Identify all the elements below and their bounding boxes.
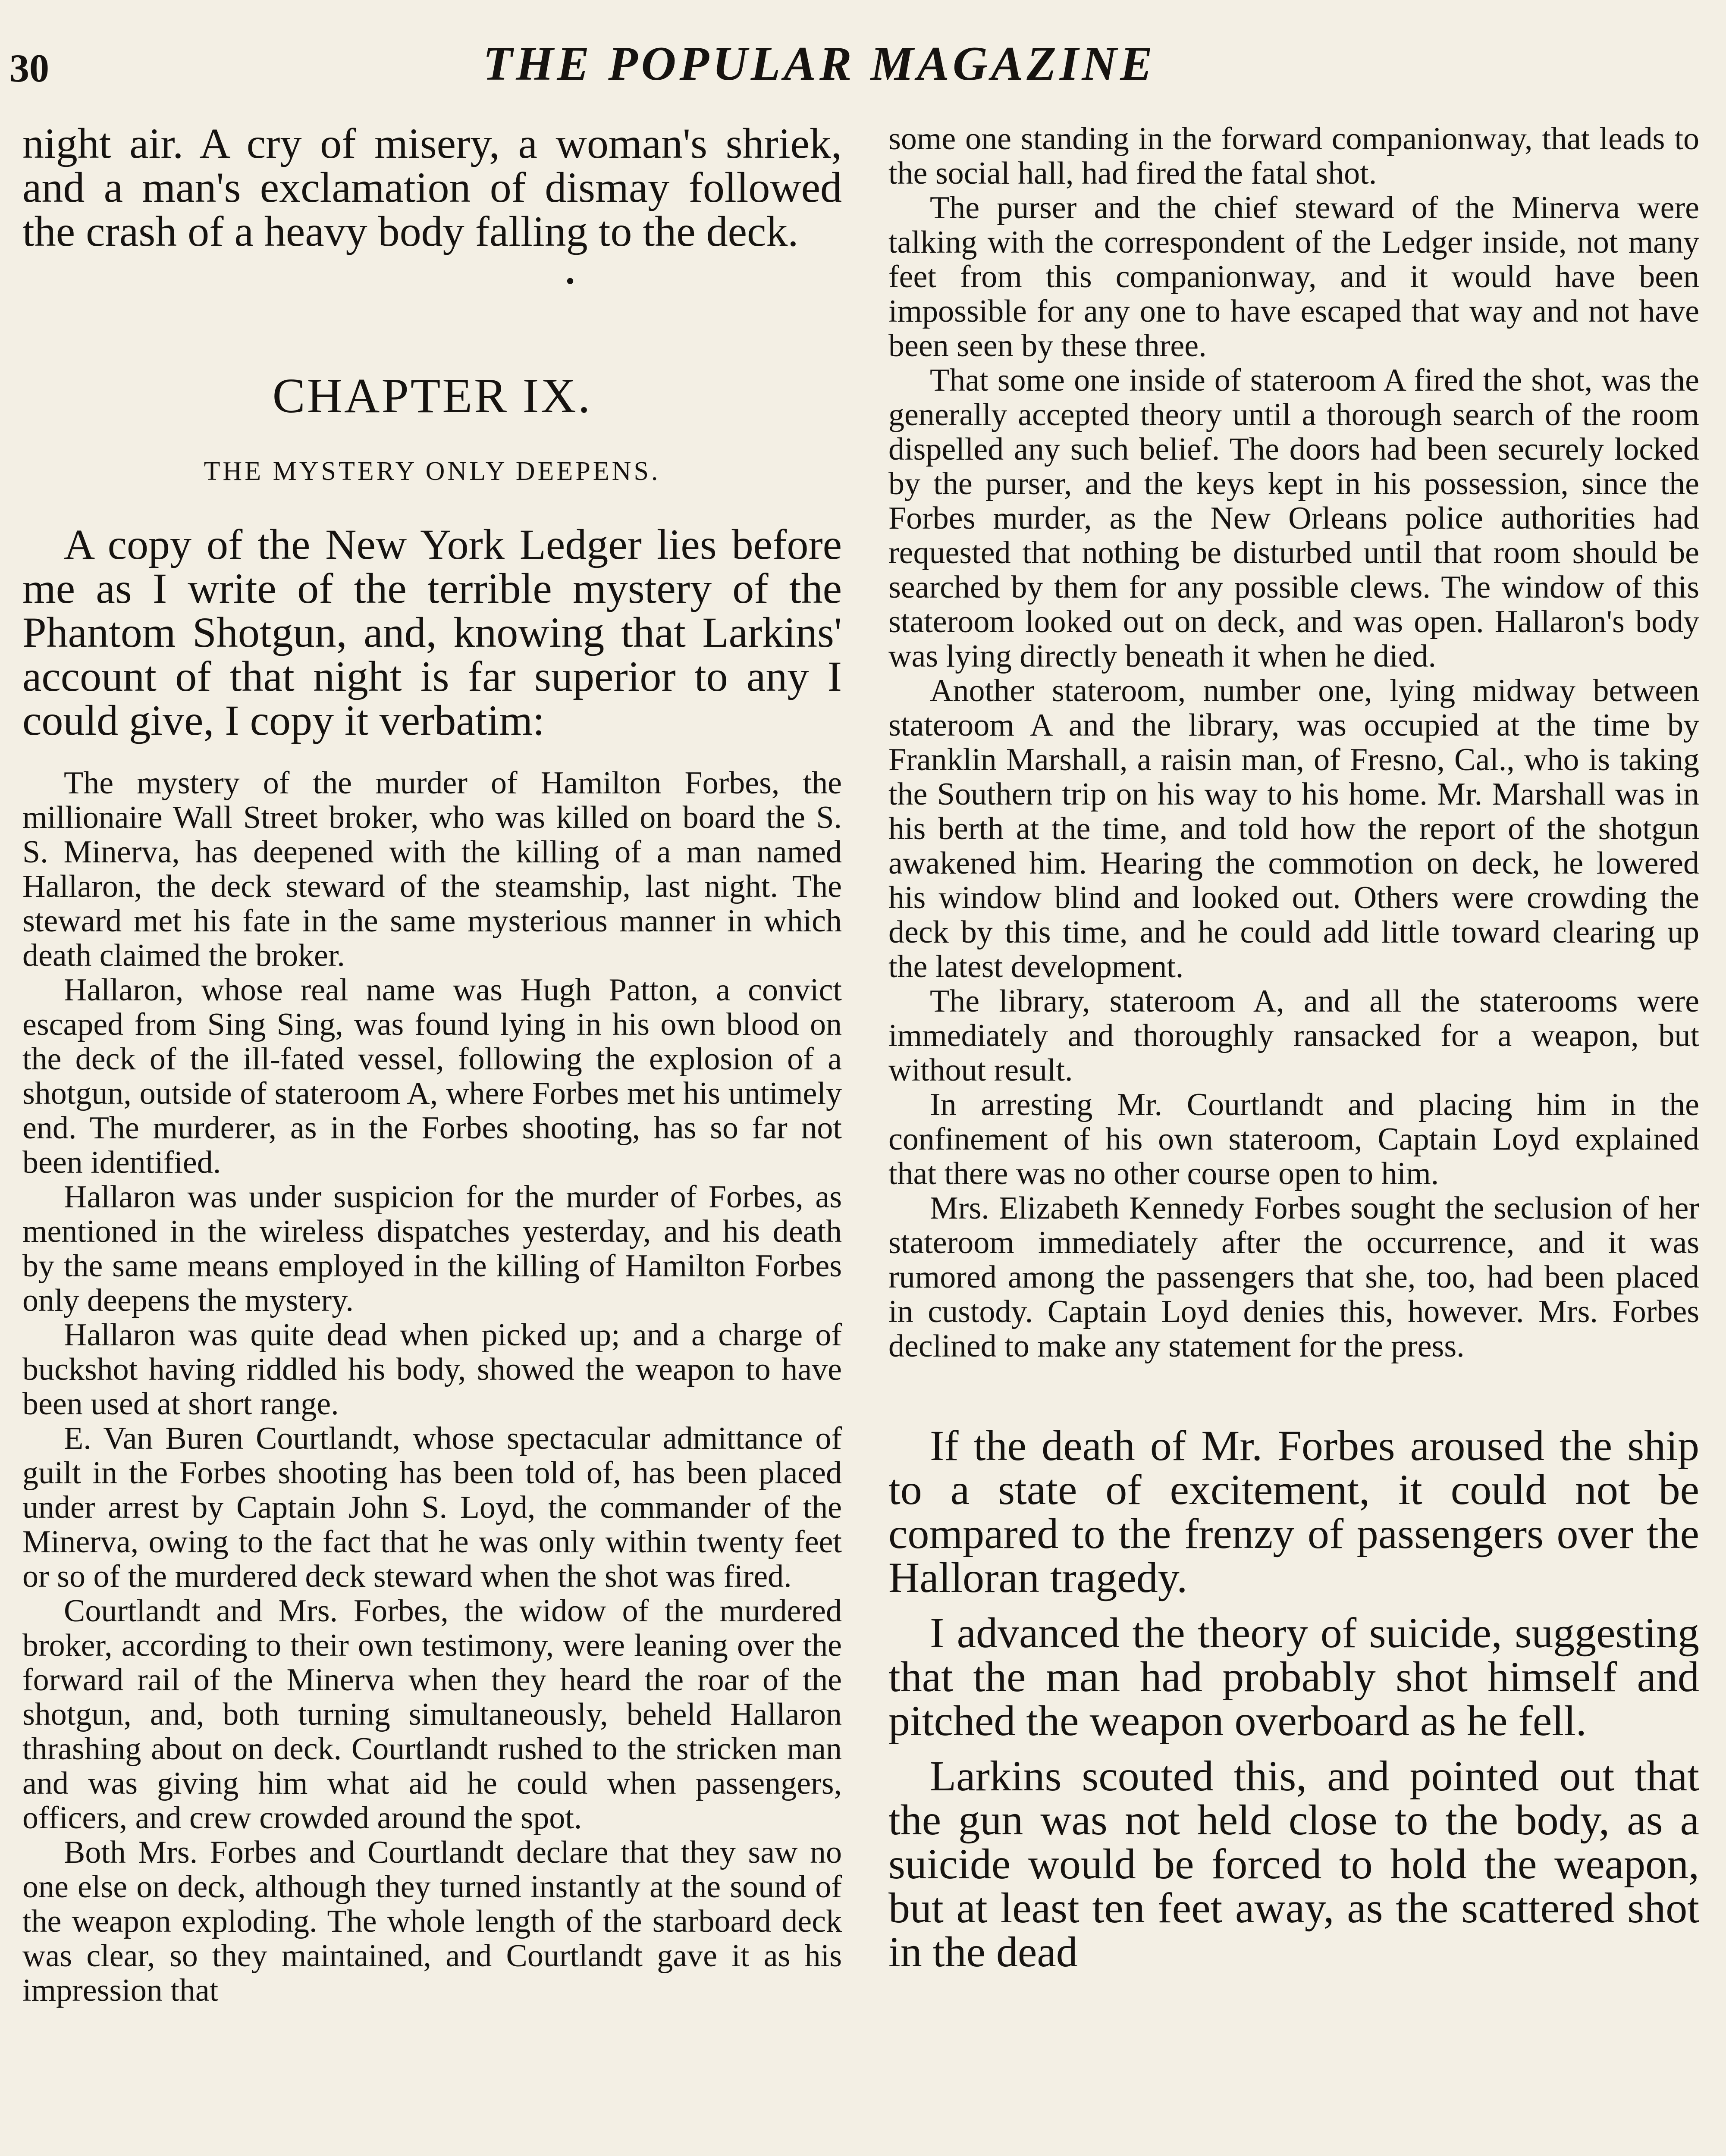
left-column bbox=[22, 119, 842, 2008]
quoted-paragraph: Another stateroom, number one, lying midway between stateroom A and the library, was occupied at the time by Franklin Marshall, a raisin man, of Fresno, Cal., who is taking the Southern trip on his way to his home. Mr. Marshall was in his berth at the time, and told how the report of the shotgun awakened him. Hearing the commotion on deck, he lowered his window blind and looked out. Others were crowding the deck by this time, and he could add little toward clearing up the latest development. bbox=[888, 673, 1699, 984]
chapter-intro: A copy of the New York Ledger lies before me as I write of the terrible mystery of the Phantom Shotgun, and, knowing that Larkins' account of that night is far superior to any I could give, I copy it verbatim: bbox=[22, 520, 842, 744]
section-divider: • bbox=[565, 267, 575, 295]
page-number: 30 bbox=[9, 46, 49, 90]
narrative-paragraph: If the death of Mr. Forbes aroused the ship to a state of excitement, it could not be compared to the frenzy of passengers over the Halloran tragedy. bbox=[888, 1422, 1699, 1601]
quoted-paragraph: The mystery of the murder of Hamilton Forbes, the millionaire Wall Street broker, who was killed on board the S. S. Minerva, has deepened with the killing of a man named Hallaron, the deck steward of the steamship, last night. The steward met his fate in the same mysterious manner in which death claimed the broker. bbox=[22, 765, 842, 973]
quoted-paragraph-continued: some one standing in the forward companionway, that leads to the social hall, had fired the fatal shot. bbox=[888, 121, 1699, 191]
chapter-title: CHAPTER IX. bbox=[272, 368, 592, 423]
quoted-paragraph: Mrs. Elizabeth Kennedy Forbes sought the seclusion of her stateroom immediately after the occurrence, and it was rumored among the passengers that she, too, had been placed in custody. Captain Loyd denies this, however. Mrs. Forbes declined to make any statement for the press. bbox=[888, 1191, 1699, 1364]
quoted-paragraph: Hallaron was under suspicion for the murder of Forbes, as mentioned in the wireless dispatches yesterday, and his death by the same means employed in the killing of Hamilton Forbes only deepens the mystery. bbox=[22, 1179, 842, 1318]
spacer bbox=[22, 743, 842, 766]
chapter-subtitle: THE MYSTERY ONLY DEEPENS. bbox=[204, 457, 661, 486]
quoted-paragraph: The purser and the chief steward of the Minerva were talking with the correspondent of the Ledger inside, not many feet from this companionway, and it would have been impossible for any one to have escaped that way and not have been seen by these three. bbox=[888, 190, 1699, 364]
quoted-paragraph: Hallaron, whose real name was Hugh Patton, a convict escaped from Sing Sing, was found lying in his own blood on the deck of the ill-fated vessel, following the explosion of a shotgun, outside of stateroom A, where Forbes met his untimely end. The murderer, as in the Forbes shooting, has so far not been identified. bbox=[22, 972, 842, 1180]
narrative-paragraph: Larkins scouted this, and pointed out that the gun was not held close to the body, as a suicide would be forced to hold the weapon, but at least ten feet away, as the scattered shot in the dead bbox=[888, 1752, 1699, 1976]
quoted-paragraph: That some one inside of stateroom A fired the shot, was the generally accepted theory until a thorough search of the room dispelled any such belief. The doors had been securely locked by the purser, and the keys kept in his possession, since the Forbes murder, as the New Orleans police authorities had requested that nothing be disturbed until that room should be searched by them for any possible clews. The window of this stateroom looked out on deck, and was open. Hallaron's body was lying directly beneath it when he died. bbox=[888, 363, 1699, 674]
quoted-paragraph: Courtlandt and Mrs. Forbes, the widow of the murdered broker, according to their own testimony, were leaning over the forward rail of the Minerva when they heard the roar of the shotgun, and, both turning simultaneously, beheld Hallaron thrashing about on deck. Courtlandt rushed to the stricken man and was giving him what aid he could when passengers, officers, and crew crowded around the spot. bbox=[22, 1593, 842, 1836]
spacer bbox=[888, 1363, 1699, 1424]
quoted-paragraph: Hallaron was quite dead when picked up; and a charge of buckshot having riddled his body, showed the weapon to have been used at short range. bbox=[22, 1317, 842, 1422]
quoted-paragraph: Both Mrs. Forbes and Courtlandt declare that they saw no one else on deck, although they turned instantly at the sound of the weapon exploding. The whole length of the starboard deck was clear, so they maintained, and Courtlandt gave it as his impression that bbox=[22, 1835, 842, 2008]
quoted-paragraph: E. Van Buren Courtlandt, whose spectacular admittance of guilt in the Forbes shooting has been told of, has been placed under arrest by Captain John S. Loyd, the commander of the Minerva, owing to the fact that he was only within twenty feet or so of the murdered deck steward when the shot was fired. bbox=[22, 1421, 842, 1594]
running-head: THE POPULAR MAGAZINE bbox=[483, 37, 1156, 91]
narrative-paragraph: I advanced the theory of suicide, suggesting that the man had probably shot himself and pitched the weapon overboard as he fell. bbox=[888, 1609, 1699, 1745]
quoted-paragraph: The library, stateroom A, and all the staterooms were immediately and thoroughly ransacked for a weapon, but without result. bbox=[888, 984, 1699, 1088]
right-column bbox=[888, 122, 1699, 1974]
quoted-paragraph: In arresting Mr. Courtlandt and placing him in the confinement of his own stateroom, Captain Loyd explained that there was no other course open to him. bbox=[888, 1087, 1699, 1191]
opening-paragraph: night air. A cry of misery, a woman's shriek, and a man's exclamation of dismay followed the crash of a heavy body falling to the deck. bbox=[22, 119, 842, 255]
